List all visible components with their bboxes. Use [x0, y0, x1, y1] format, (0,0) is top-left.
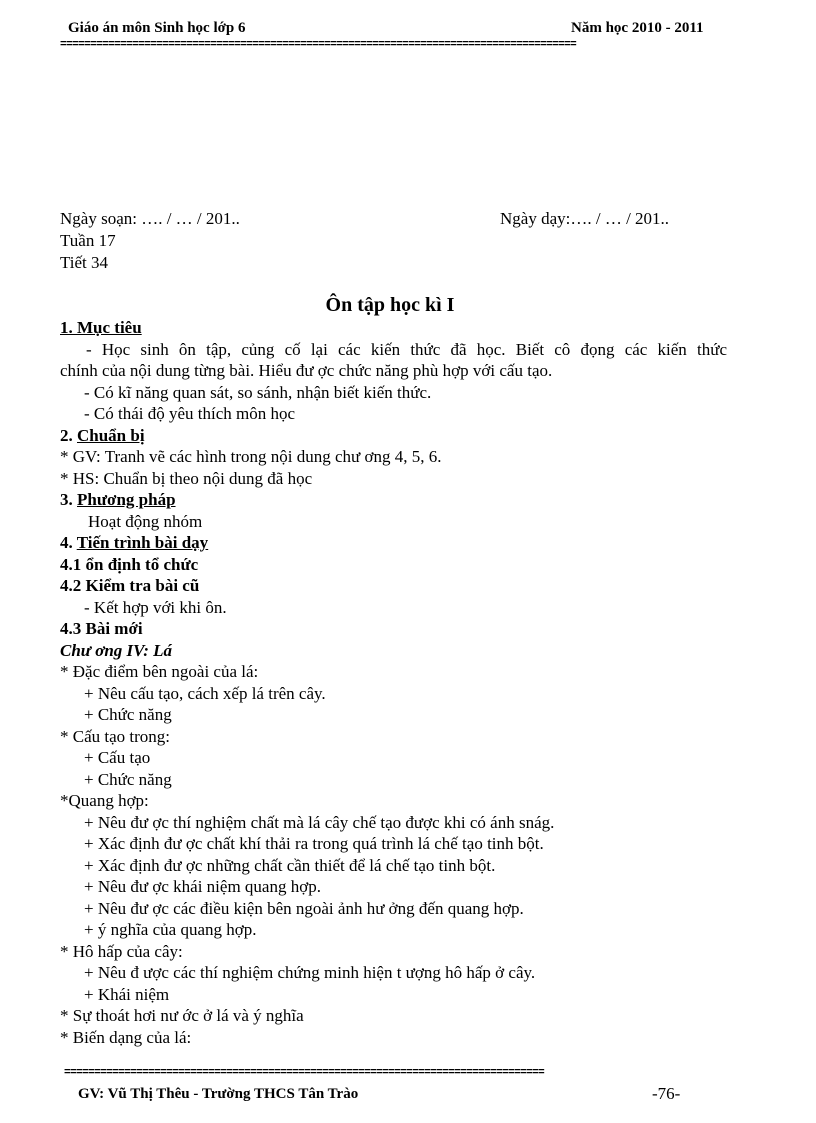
content-line: + Nêu cấu tạo, cách xếp lá trên cây. — [84, 683, 326, 703]
content-line: * GV: Tranh vẽ các hình trong nội dung chư ơng 4, 5, 6. — [60, 447, 442, 466]
content-line: + Xác định đư ợc chất khí thải ra trong quá trình lá chế tạo tinh bột. — [84, 834, 544, 853]
content-line: * Biến dạng của lá: — [60, 1027, 192, 1047]
content-line: *Quang hợp: — [60, 791, 149, 810]
content-line: + Chức năng — [84, 705, 172, 724]
header-rule: ====================================================================================== — [60, 40, 577, 51]
content-line: + Nêu đ ược các thí nghiệm chứng minh hiện t ượng hô hấp ở cây. — [84, 963, 536, 982]
header-right: Năm học 2010 - 2011 — [571, 20, 704, 36]
header-left: Giáo án môn Sinh học lớp 6 — [68, 20, 246, 36]
content-line: 4. Tiến trình bài dạy — [60, 533, 209, 552]
footer-rule: ================================================================================ — [64, 1068, 545, 1079]
content-line: - Có thái độ yêu thích môn học — [84, 404, 296, 423]
content-line: + Nêu đư ợc thí nghiệm chất mà lá cây chế tạo được khi có ánh snág. — [84, 812, 555, 832]
content-line: * Sự thoát hơi nư ớc ở lá và ý nghĩa — [60, 1006, 304, 1025]
content-line: Chư ơng IV: Lá — [60, 640, 173, 660]
page-title: Ôn tập học kì I — [325, 294, 455, 316]
content-line: * Hô hấp của cây: — [60, 941, 183, 961]
content-line: - Kết hợp với khi ôn. — [84, 597, 227, 617]
content-line: 3. Phương pháp — [60, 490, 176, 509]
content-line: + Nêu đư ợc khái niệm quang hợp. — [84, 877, 321, 896]
footer-author: GV: Vũ Thị Thêu - Trường THCS Tân Trào — [78, 1086, 359, 1102]
content-line: chính của nội dung từng bài. Hiểu đư ợc chức năng phù hợp với cấu tạo. — [60, 361, 553, 380]
ngay-day: Ngày dạy:…. / … / 201.. — [500, 209, 670, 228]
content-line: + Nêu đư ợc các điều kiện bên ngoài ảnh hư ởng đến quang hợp. — [84, 898, 524, 918]
content-line: - Học sinh ôn tập, củng cố lại các kiến thức đã học. Biết cô đọng các kiến thức — [86, 339, 727, 359]
content-line: 4.1 ổn định tổ chức — [60, 554, 199, 574]
content-line: Hoạt động nhóm — [88, 511, 203, 531]
content-line: * Cấu tạo trong: — [60, 726, 171, 746]
content-line: - Có kĩ năng quan sát, so sánh, nhận biết kiến thức. — [84, 382, 432, 402]
content-line: + Xác định đư ợc những chất cần thiết để lá chế tạo tinh bột. — [84, 855, 496, 875]
content-line: * HS: Chuẩn bị theo nội dung đã học — [60, 468, 313, 488]
content-line: 2. Chuẩn bị — [60, 425, 145, 445]
content-line: 4.2 Kiểm tra bài cũ — [60, 576, 200, 595]
content-line: + Khái niệm — [84, 984, 170, 1004]
tuan: Tuần 17 — [60, 231, 116, 250]
content-line: * Đặc điểm bên ngoài của lá: — [60, 662, 259, 681]
ngay-soan: Ngày soạn: …. / … / 201.. — [60, 209, 240, 228]
content-line: + ý nghĩa của quang hợp. — [84, 920, 257, 939]
page-number: -76- — [652, 1084, 681, 1103]
tiet: Tiết 34 — [60, 253, 109, 272]
content-line: + Cấu tạo — [84, 748, 151, 767]
content-line: 1. Mục tiêu — [60, 318, 142, 337]
content-line: 4.3 Bài mới — [60, 619, 143, 638]
content-line: + Chức năng — [84, 769, 172, 789]
